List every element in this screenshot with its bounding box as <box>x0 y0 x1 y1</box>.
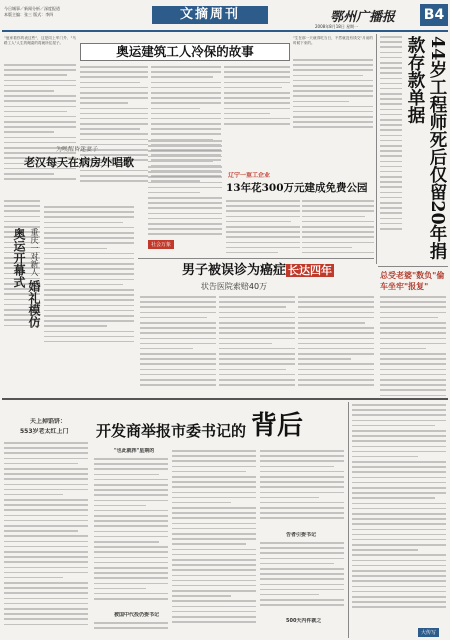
elderly-body <box>380 296 446 396</box>
migrant-headline: 奥运建筑工人冷保的故事 <box>80 43 290 61</box>
cancer-headline-main: 男子被误诊为癌症 <box>181 263 286 278</box>
secretary-left-col <box>4 442 88 638</box>
society-label: 社会万象 <box>148 240 174 249</box>
cancer-headline <box>140 262 376 279</box>
wedding-body <box>44 206 134 346</box>
migrant-body-col-3 <box>224 66 290 136</box>
footer-label: 大传写 <box>418 628 439 637</box>
subhead-1: "也此就挥"星期的 <box>114 448 155 454</box>
secretary-kicker-1: 夫上掉馅饼： <box>30 418 67 425</box>
society-body <box>148 140 222 238</box>
secretary-body-col-1 <box>94 458 168 608</box>
cancer-highlight: 长达四年 <box>288 264 332 277</box>
secretary-right-col <box>352 404 446 624</box>
secretary-headline-main: 开发商举报市委书记的 <box>96 422 247 440</box>
left-column-top <box>4 36 76 196</box>
subhead-3: 告者引委书记 <box>286 532 317 538</box>
paper-name: 鄂州广播报 <box>330 10 396 25</box>
right-top-text <box>293 36 373 136</box>
cancer-subheadline: 状告医院索赔40万 <box>200 282 268 291</box>
header-line-2: 本版主编：张三 版式：李四 <box>4 12 54 17</box>
left-intro-text: "他家看你的表这些"，这是同上军门外、"马路工人"人生的绳索的将就所住屋子。 <box>4 36 76 46</box>
secretary-highlight: 背后 <box>250 411 303 441</box>
secretary-body-col-3b <box>260 542 344 614</box>
secretary-kicker-2: 553岁老太红上门 <box>20 428 69 435</box>
wedding-title: 婚礼模仿奥运开幕式 <box>12 228 41 329</box>
wedding-headline <box>6 228 42 336</box>
hospital-headline: 老汉每天在病房外唱歌 <box>24 156 134 169</box>
secretary-body-col-1b <box>94 622 168 636</box>
park-kicker: 辽宁一重工企业 <box>228 172 271 179</box>
secretary-body-col-3 <box>260 450 344 530</box>
secretary-body-col-2 <box>172 450 256 636</box>
header-line-1: 今日城事／新闻分析／深度报道 <box>4 6 60 11</box>
subhead-2: 被国中代投仍委书记 <box>114 612 160 618</box>
hospital-kicker: 为唤醒昏迷妻子 <box>56 146 99 153</box>
cancer-body-col-3 <box>298 296 374 390</box>
park-headline: 13年花300万元建成免费公园 <box>226 182 368 194</box>
right-intro-text: "生在那一天就得吃当日，不然就没有钱交"月前的时候下来的。 <box>293 36 373 46</box>
engineer-headline: 44岁工程师死后仅留20年捐款存款单据 <box>405 36 447 260</box>
elderly-headline: 总受老婆"数负"倫车坐牢"报复" <box>380 270 445 291</box>
park-body-col-1 <box>226 200 300 260</box>
cancer-body-col-2 <box>219 296 295 390</box>
engineer-body <box>380 36 402 246</box>
subhead-4: 500天内件就之 <box>286 618 322 624</box>
park-body-col-2 <box>302 200 374 260</box>
issue-date: 2008年8月18日 星期一 <box>315 24 359 29</box>
header-left-info <box>4 6 104 18</box>
page-number: B4 <box>420 4 448 26</box>
migrant-body-col-1 <box>80 66 148 198</box>
cancer-body-col-1 <box>140 296 216 390</box>
wedding-kicker: 重庆一对新人 <box>30 228 39 276</box>
section-title: 文摘周刊 <box>152 6 268 24</box>
